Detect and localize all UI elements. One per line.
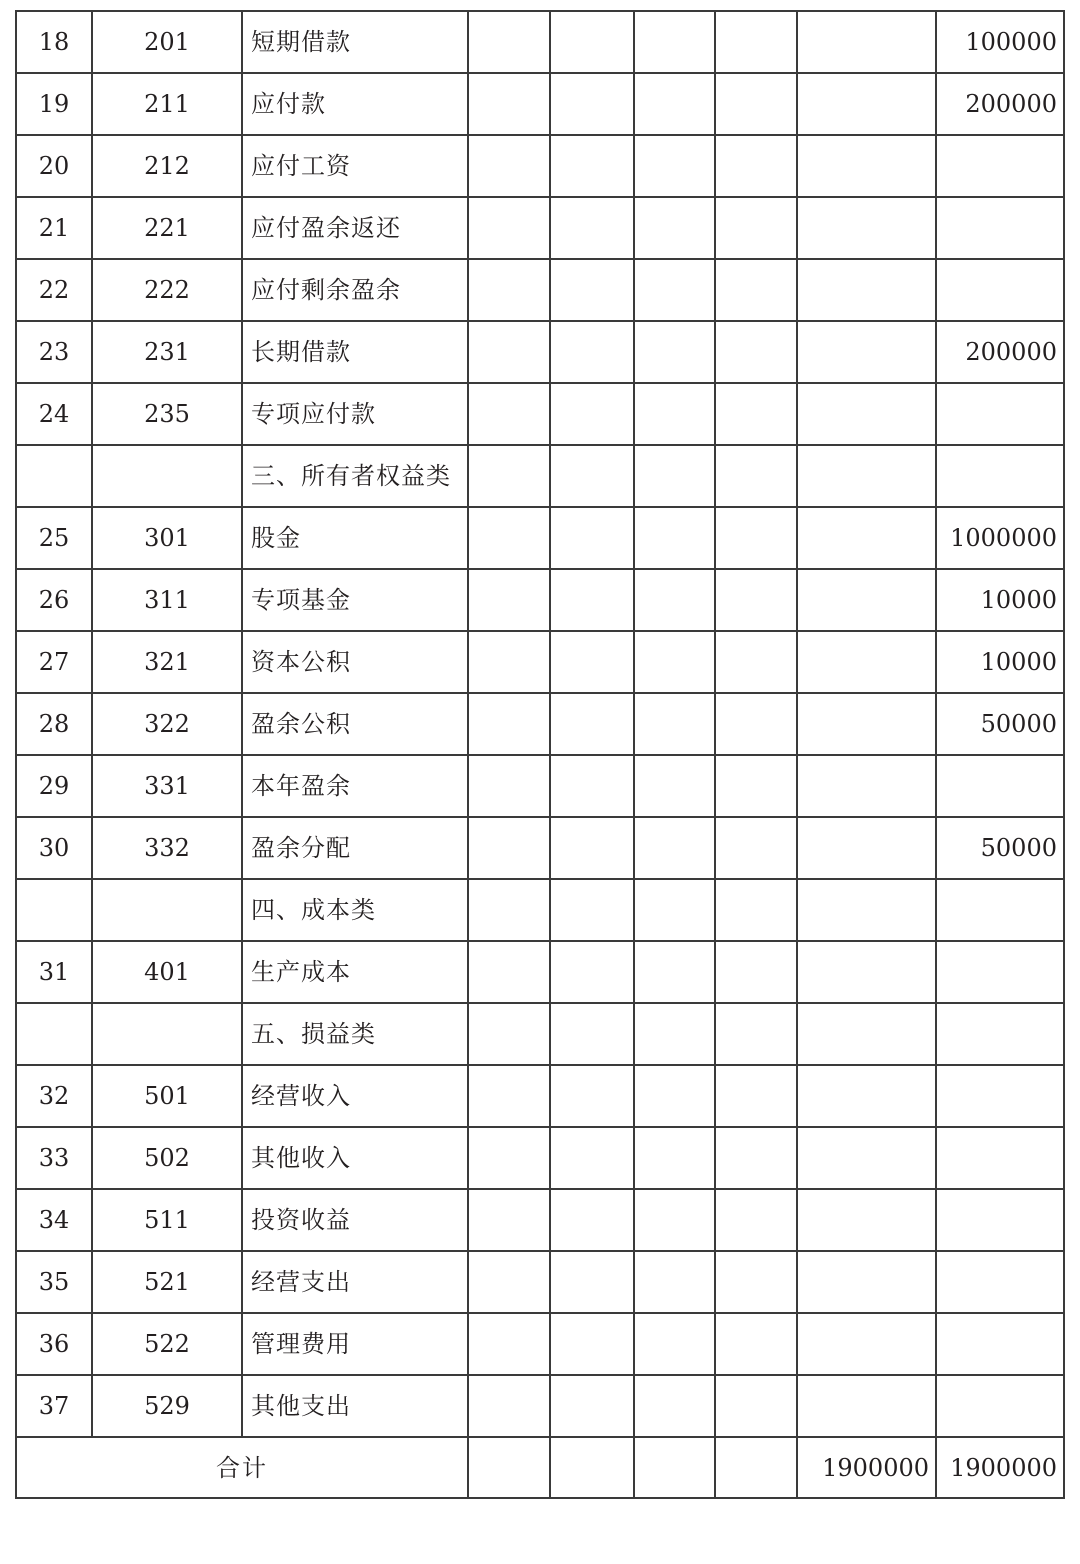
empty-cell <box>468 941 550 1003</box>
account-name: 专项应付款 <box>242 383 468 445</box>
table-row <box>16 321 1064 383</box>
empty-cell <box>468 569 550 631</box>
empty-cell <box>468 445 550 507</box>
account-code: 322 <box>92 693 242 755</box>
empty-cell <box>634 755 715 817</box>
empty-cell <box>550 259 634 321</box>
account-name: 应付剩余盈余 <box>242 259 468 321</box>
empty-cell <box>550 321 634 383</box>
credit-amount: 10000 <box>936 631 1064 693</box>
table-row <box>16 693 1064 755</box>
table-row <box>16 1189 1064 1251</box>
account-number: 31 <box>16 941 92 1003</box>
account-name: 五、损益类 <box>242 1003 468 1065</box>
empty-cell <box>550 755 634 817</box>
empty-cell <box>634 507 715 569</box>
credit-amount <box>936 755 1064 817</box>
empty-cell <box>550 569 634 631</box>
account-name: 应付工资 <box>242 135 468 197</box>
credit-amount <box>936 1127 1064 1189</box>
empty-cell <box>468 321 550 383</box>
empty-cell <box>715 135 797 197</box>
debit-amount <box>797 321 936 383</box>
empty-cell <box>468 1437 550 1498</box>
empty-cell <box>468 631 550 693</box>
empty-cell <box>634 631 715 693</box>
empty-cell <box>634 1003 715 1065</box>
credit-amount <box>936 197 1064 259</box>
empty-cell <box>550 879 634 941</box>
table-row <box>16 879 1064 941</box>
debit-amount <box>797 1313 936 1375</box>
debit-amount <box>797 383 936 445</box>
account-number: 20 <box>16 135 92 197</box>
credit-amount: 10000 <box>936 569 1064 631</box>
empty-cell <box>468 135 550 197</box>
empty-cell <box>715 73 797 135</box>
empty-cell <box>550 507 634 569</box>
account-code: 522 <box>92 1313 242 1375</box>
credit-amount: 100000 <box>936 11 1064 73</box>
account-name: 股金 <box>242 507 468 569</box>
empty-cell <box>715 879 797 941</box>
table-row <box>16 755 1064 817</box>
credit-amount: 200000 <box>936 321 1064 383</box>
empty-cell <box>715 197 797 259</box>
account-name: 其他收入 <box>242 1127 468 1189</box>
table-row <box>16 197 1064 259</box>
empty-cell <box>550 445 634 507</box>
account-number: 23 <box>16 321 92 383</box>
empty-cell <box>468 1313 550 1375</box>
debit-amount <box>797 1003 936 1065</box>
account-name: 短期借款 <box>242 11 468 73</box>
account-code: 502 <box>92 1127 242 1189</box>
debit-amount <box>797 569 936 631</box>
account-code: 211 <box>92 73 242 135</box>
empty-cell <box>468 755 550 817</box>
account-name: 长期借款 <box>242 321 468 383</box>
account-name: 专项基金 <box>242 569 468 631</box>
debit-amount <box>797 879 936 941</box>
empty-cell <box>715 445 797 507</box>
debit-amount <box>797 941 936 1003</box>
account-number <box>16 879 92 941</box>
empty-cell <box>634 445 715 507</box>
credit-amount: 200000 <box>936 73 1064 135</box>
empty-cell <box>550 1375 634 1437</box>
credit-amount <box>936 879 1064 941</box>
empty-cell <box>468 1189 550 1251</box>
account-code: 231 <box>92 321 242 383</box>
empty-cell <box>715 11 797 73</box>
account-code: 511 <box>92 1189 242 1251</box>
debit-amount <box>797 1189 936 1251</box>
account-code: 221 <box>92 197 242 259</box>
empty-cell <box>468 73 550 135</box>
credit-amount: 1000000 <box>936 507 1064 569</box>
account-number: 37 <box>16 1375 92 1437</box>
empty-cell <box>715 569 797 631</box>
empty-cell <box>550 135 634 197</box>
account-code: 311 <box>92 569 242 631</box>
account-name: 应付盈余返还 <box>242 197 468 259</box>
account-code: 201 <box>92 11 242 73</box>
account-name: 投资收益 <box>242 1189 468 1251</box>
table-row <box>16 1127 1064 1189</box>
debit-amount <box>797 11 936 73</box>
empty-cell <box>634 941 715 1003</box>
table-row <box>16 135 1064 197</box>
table-row <box>16 569 1064 631</box>
credit-amount <box>936 1003 1064 1065</box>
debit-amount <box>797 135 936 197</box>
empty-cell <box>715 1003 797 1065</box>
total-row <box>16 1437 1064 1498</box>
empty-cell <box>715 631 797 693</box>
table-row <box>16 631 1064 693</box>
empty-cell <box>634 1375 715 1437</box>
table-row <box>16 445 1064 507</box>
empty-cell <box>468 507 550 569</box>
account-name: 盈余分配 <box>242 817 468 879</box>
debit-amount <box>797 73 936 135</box>
account-code: 529 <box>92 1375 242 1437</box>
empty-cell <box>634 1437 715 1498</box>
empty-cell <box>550 1003 634 1065</box>
table-row <box>16 817 1064 879</box>
empty-cell <box>468 1127 550 1189</box>
empty-cell <box>715 941 797 1003</box>
account-balance-table <box>15 10 1065 1499</box>
empty-cell <box>550 817 634 879</box>
empty-cell <box>715 259 797 321</box>
empty-cell <box>634 1313 715 1375</box>
table-row <box>16 1375 1064 1437</box>
account-code: 235 <box>92 383 242 445</box>
debit-amount <box>797 817 936 879</box>
empty-cell <box>715 507 797 569</box>
account-number: 27 <box>16 631 92 693</box>
empty-cell <box>715 755 797 817</box>
empty-cell <box>634 1065 715 1127</box>
account-name: 应付款 <box>242 73 468 135</box>
debit-amount <box>797 693 936 755</box>
empty-cell <box>550 73 634 135</box>
account-number: 25 <box>16 507 92 569</box>
credit-amount <box>936 1189 1064 1251</box>
empty-cell <box>550 1313 634 1375</box>
empty-cell <box>550 1127 634 1189</box>
account-number: 34 <box>16 1189 92 1251</box>
account-code <box>92 879 242 941</box>
empty-cell <box>468 11 550 73</box>
account-number: 33 <box>16 1127 92 1189</box>
empty-cell <box>468 693 550 755</box>
account-name: 管理费用 <box>242 1313 468 1375</box>
empty-cell <box>550 941 634 1003</box>
total-label: 合计 <box>16 1437 468 1498</box>
empty-cell <box>715 1375 797 1437</box>
account-name: 本年盈余 <box>242 755 468 817</box>
account-code: 222 <box>92 259 242 321</box>
account-number: 36 <box>16 1313 92 1375</box>
account-number: 29 <box>16 755 92 817</box>
account-name: 资本公积 <box>242 631 468 693</box>
empty-cell <box>634 383 715 445</box>
account-number: 26 <box>16 569 92 631</box>
empty-cell <box>715 693 797 755</box>
debit-amount <box>797 1127 936 1189</box>
table-row <box>16 259 1064 321</box>
credit-amount <box>936 135 1064 197</box>
table-row <box>16 73 1064 135</box>
debit-amount <box>797 445 936 507</box>
empty-cell <box>715 1437 797 1498</box>
account-code: 321 <box>92 631 242 693</box>
empty-cell <box>715 1251 797 1313</box>
empty-cell <box>550 1189 634 1251</box>
account-number: 30 <box>16 817 92 879</box>
account-name: 三、所有者权益类 <box>242 445 468 507</box>
debit-amount <box>797 1251 936 1313</box>
debit-amount <box>797 259 936 321</box>
account-name: 四、成本类 <box>242 879 468 941</box>
empty-cell <box>468 1251 550 1313</box>
debit-amount <box>797 197 936 259</box>
empty-cell <box>715 1189 797 1251</box>
empty-cell <box>634 569 715 631</box>
account-number: 21 <box>16 197 92 259</box>
empty-cell <box>550 1437 634 1498</box>
empty-cell <box>715 321 797 383</box>
empty-cell <box>634 259 715 321</box>
empty-cell <box>634 321 715 383</box>
credit-amount <box>936 1251 1064 1313</box>
empty-cell <box>634 1127 715 1189</box>
empty-cell <box>715 1313 797 1375</box>
total-credit: 1900000 <box>936 1437 1064 1498</box>
empty-cell <box>468 1065 550 1127</box>
empty-cell <box>634 73 715 135</box>
account-number: 22 <box>16 259 92 321</box>
empty-cell <box>550 11 634 73</box>
empty-cell <box>634 817 715 879</box>
account-number: 28 <box>16 693 92 755</box>
empty-cell <box>634 1189 715 1251</box>
account-code: 332 <box>92 817 242 879</box>
credit-amount <box>936 259 1064 321</box>
empty-cell <box>550 631 634 693</box>
credit-amount <box>936 1065 1064 1127</box>
empty-cell <box>715 1065 797 1127</box>
empty-cell <box>468 1003 550 1065</box>
debit-amount <box>797 631 936 693</box>
account-name: 经营支出 <box>242 1251 468 1313</box>
empty-cell <box>468 817 550 879</box>
empty-cell <box>634 879 715 941</box>
table-row <box>16 11 1064 73</box>
account-code: 301 <box>92 507 242 569</box>
empty-cell <box>550 1251 634 1313</box>
empty-cell <box>715 817 797 879</box>
empty-cell <box>634 135 715 197</box>
table-row <box>16 1003 1064 1065</box>
empty-cell <box>634 11 715 73</box>
account-number: 32 <box>16 1065 92 1127</box>
table-row <box>16 1251 1064 1313</box>
empty-cell <box>550 197 634 259</box>
empty-cell <box>468 259 550 321</box>
account-number: 35 <box>16 1251 92 1313</box>
table-row <box>16 1313 1064 1375</box>
account-code: 501 <box>92 1065 242 1127</box>
account-number: 19 <box>16 73 92 135</box>
empty-cell <box>468 879 550 941</box>
debit-amount <box>797 507 936 569</box>
empty-cell <box>634 693 715 755</box>
debit-amount <box>797 1065 936 1127</box>
credit-amount <box>936 383 1064 445</box>
account-number: 18 <box>16 11 92 73</box>
account-code: 212 <box>92 135 242 197</box>
empty-cell <box>634 1251 715 1313</box>
empty-cell <box>468 1375 550 1437</box>
credit-amount <box>936 1375 1064 1437</box>
table-row <box>16 941 1064 1003</box>
table-row <box>16 383 1064 445</box>
debit-amount <box>797 1375 936 1437</box>
account-code: 401 <box>92 941 242 1003</box>
account-name: 经营收入 <box>242 1065 468 1127</box>
account-number <box>16 445 92 507</box>
empty-cell <box>715 383 797 445</box>
empty-cell <box>634 197 715 259</box>
account-code <box>92 445 242 507</box>
account-code: 331 <box>92 755 242 817</box>
table-row <box>16 507 1064 569</box>
account-number <box>16 1003 92 1065</box>
table-row <box>16 1065 1064 1127</box>
account-number: 24 <box>16 383 92 445</box>
credit-amount <box>936 941 1064 1003</box>
credit-amount: 50000 <box>936 693 1064 755</box>
credit-amount: 50000 <box>936 817 1064 879</box>
account-code: 521 <box>92 1251 242 1313</box>
empty-cell <box>550 383 634 445</box>
credit-amount <box>936 445 1064 507</box>
empty-cell <box>468 383 550 445</box>
empty-cell <box>550 693 634 755</box>
empty-cell <box>715 1127 797 1189</box>
debit-amount <box>797 755 936 817</box>
empty-cell <box>468 197 550 259</box>
account-name: 盈余公积 <box>242 693 468 755</box>
account-code <box>92 1003 242 1065</box>
total-debit: 1900000 <box>797 1437 936 1498</box>
empty-cell <box>550 1065 634 1127</box>
account-name: 其他支出 <box>242 1375 468 1437</box>
table-body <box>16 11 1064 1437</box>
account-name: 生产成本 <box>242 941 468 1003</box>
credit-amount <box>936 1313 1064 1375</box>
